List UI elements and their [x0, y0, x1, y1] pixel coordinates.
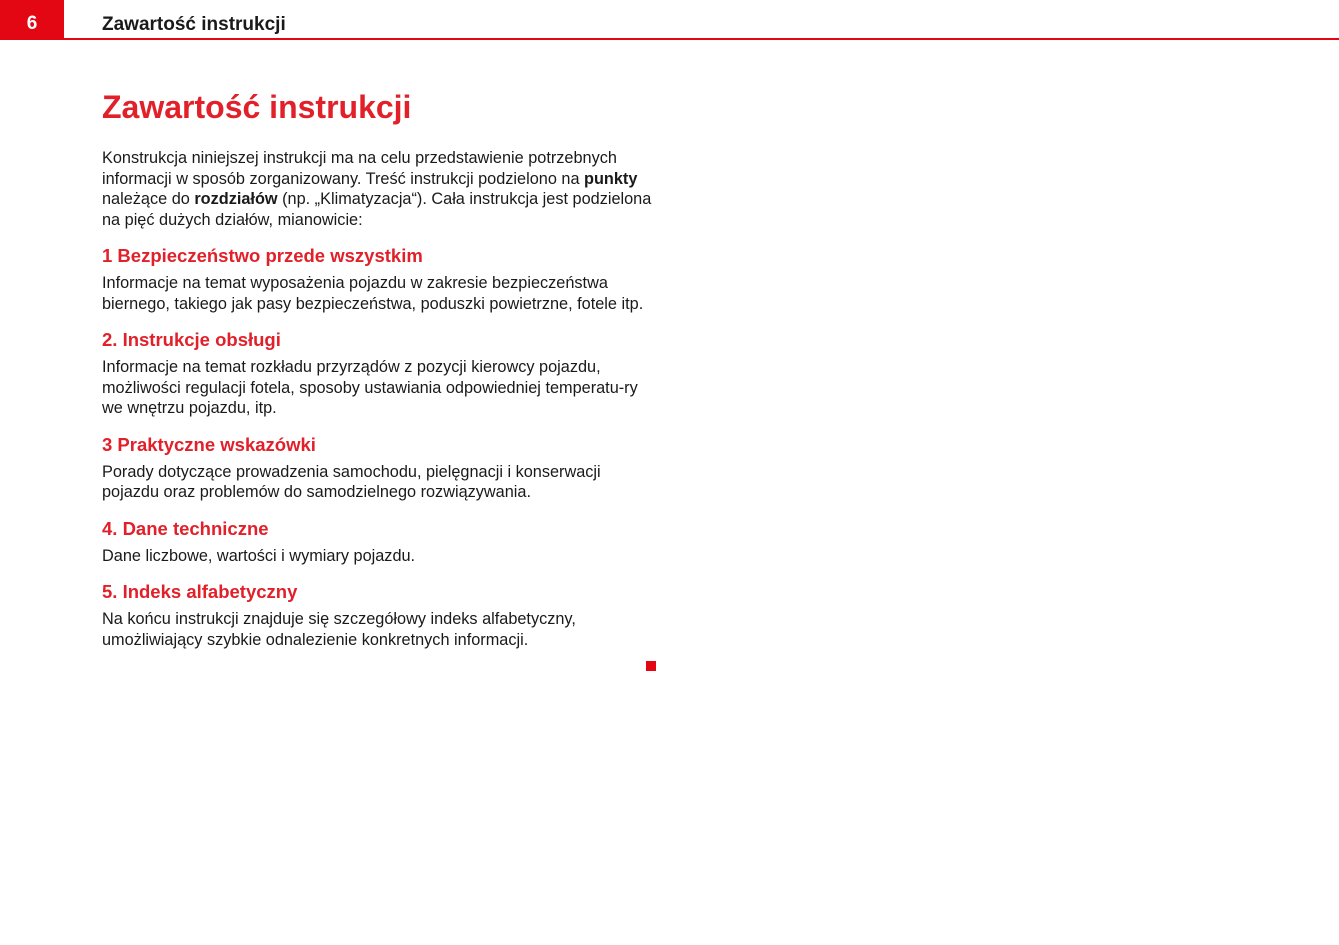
section-technical-data [102, 517, 662, 567]
section-heading: 2. Instrukcje obsługi [102, 329, 281, 350]
header-divider [64, 38, 1339, 40]
section-body: Informacje na temat wyposażenia pojazdu w zakresie bezpieczeństwa biernego, takiego jak pasy bezpieczeństwa, poduszki powietrzne, fotele itp. [102, 274, 644, 313]
section-heading: 4. Dane techniczne [102, 517, 269, 539]
page-header [0, 0, 1339, 42]
intro-text-1: Konstrukcja niniejszej instrukcji ma na celu przedstawienie potrzebnych informacji w sposób zorganizowany. Treść instrukcji podzielono na [102, 149, 617, 188]
section-operation [102, 328, 662, 419]
section-practical-tips [102, 433, 662, 503]
page-number: 6 [0, 0, 64, 40]
section-index [102, 580, 662, 650]
intro-bold-rozdzialow: rozdziałów [194, 190, 278, 208]
section-body: Informacje na temat rozkładu przyrządów z pozycji kierowcy pojazdu, możliwości regulacji fotela, sposoby ustawiania odpowiedniej temperatu-ry we wnętrzu pojazdu, itp. [102, 358, 638, 417]
running-title: Zawartość instrukcji [102, 14, 286, 35]
end-of-section-square-icon [646, 661, 656, 671]
intro-text-2: należące do [102, 190, 195, 208]
section-heading: 5. Indeks alfabetyczny [102, 581, 298, 602]
section-heading: 3 Praktyczne wskazówki [102, 433, 316, 455]
intro-text-3: (np. „Klimatyzacja“). Cała instrukcja jest podzielona na pięć dużych działów, mianowicie: [102, 190, 652, 229]
section-heading: 1 Bezpieczeństwo przede wszystkim [102, 245, 423, 266]
section-body: Dane liczbowe, wartości i wymiary pojazdu. [102, 546, 416, 565]
main-content [102, 86, 662, 650]
section-safety [102, 244, 662, 314]
page-title: Zawartość instrukcji [102, 89, 412, 125]
intro-paragraph [102, 148, 662, 230]
section-body: Porady dotyczące prowadzenia samochodu, pielęgnacji i konserwacji pojazdu oraz problemów do samodzielnego rozwiązywania. [102, 462, 601, 501]
section-body: Na końcu instrukcji znajduje się szczegółowy indeks alfabetyczny, umożliwiający szybkie odnalezienie konkretnych informacji. [102, 610, 576, 649]
intro-bold-punkty: punkty [584, 169, 638, 188]
